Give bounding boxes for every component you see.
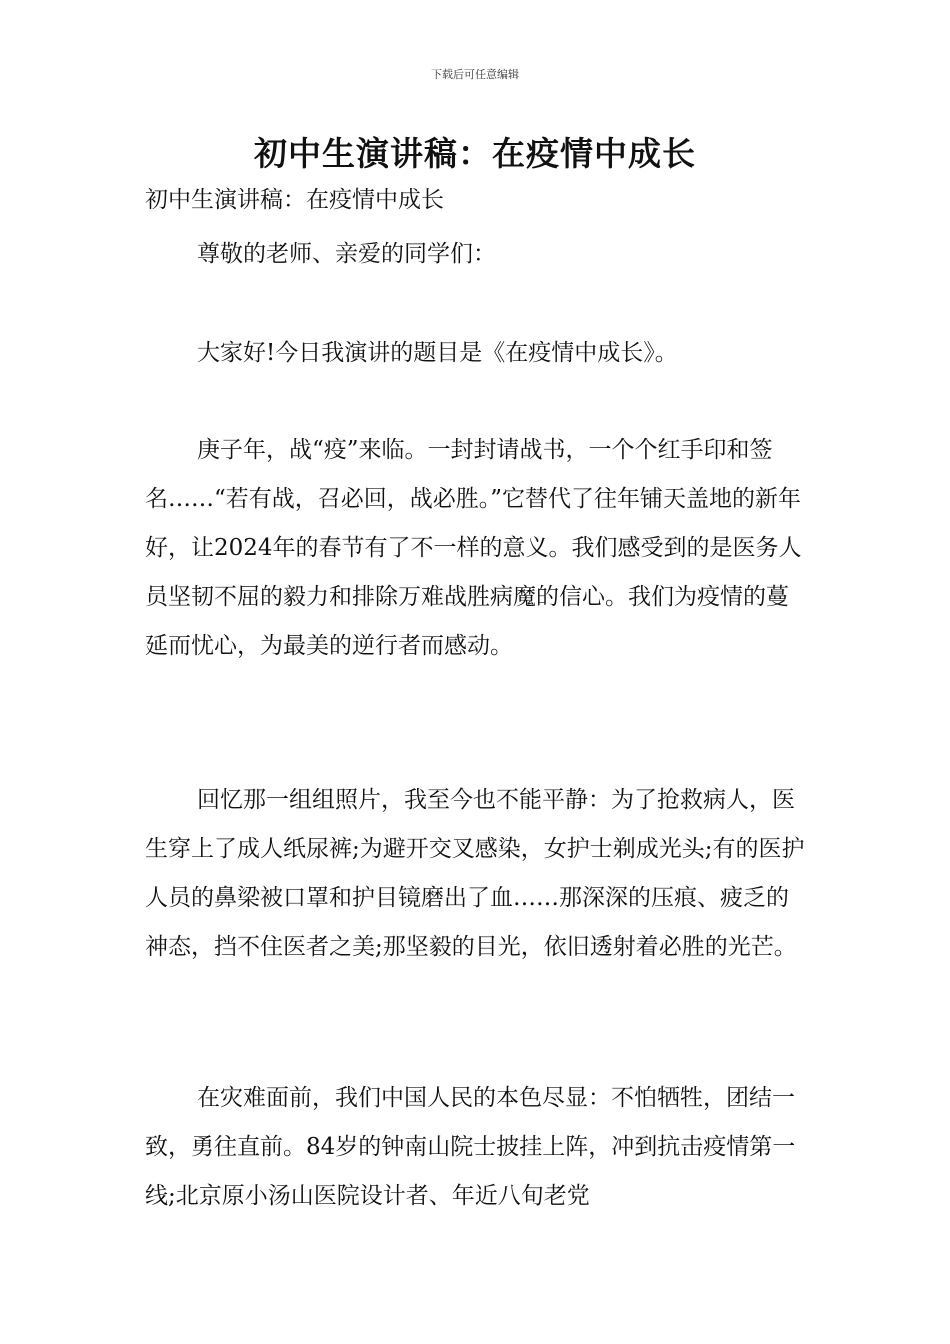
paragraph-background: 庚子年，战“疫”来临。一封封请战书，一个个红手印和签名……“若有战，召必回，战必胜。”它替代了往年铺天盖地的新年好，让2024年的春节有了不一样的意义。我们感受到的是医务人员坚韧不屈的毅力和排除万难战胜病魔的信心。我们为疫情的蔓延而忧心，为最美的逆行者而感动。 (145, 437, 802, 659)
document-subtitle: 初中生演讲稿：在疫情中成长 (145, 187, 444, 213)
greeting-paragraph: 尊敬的老师、亲爱的同学们： (197, 241, 496, 267)
paragraph-unity: 在灾难面前，我们中国人民的本色尽显：不怕牺牲，团结一致，勇往直前。84岁的钟南山院士披挂上阵，冲到抗击疫情第一线;北京原小汤山医院设计者、年近八旬老党 (145, 1085, 796, 1209)
document-title: 初中生演讲稿：在疫情中成长 (254, 134, 696, 173)
header-note: 下载后可任意编辑 (431, 68, 519, 81)
paragraph-intro: 大家好!今日我演讲的题目是《在疫情中成长》。 (197, 340, 678, 366)
paragraph-memories: 回忆那一组组照片，我至今也不能平静：为了抢救病人，医生穿上了成人纸尿裤;为避开交叉感染，女护士剃成光头;有的医护人员的鼻梁被口罩和护目镜磨出了血……那深深的压痕、疲乏的神态，挡不住医者之美;那坚毅的目光，依旧透射着必胜的光芒。 (145, 787, 805, 960)
